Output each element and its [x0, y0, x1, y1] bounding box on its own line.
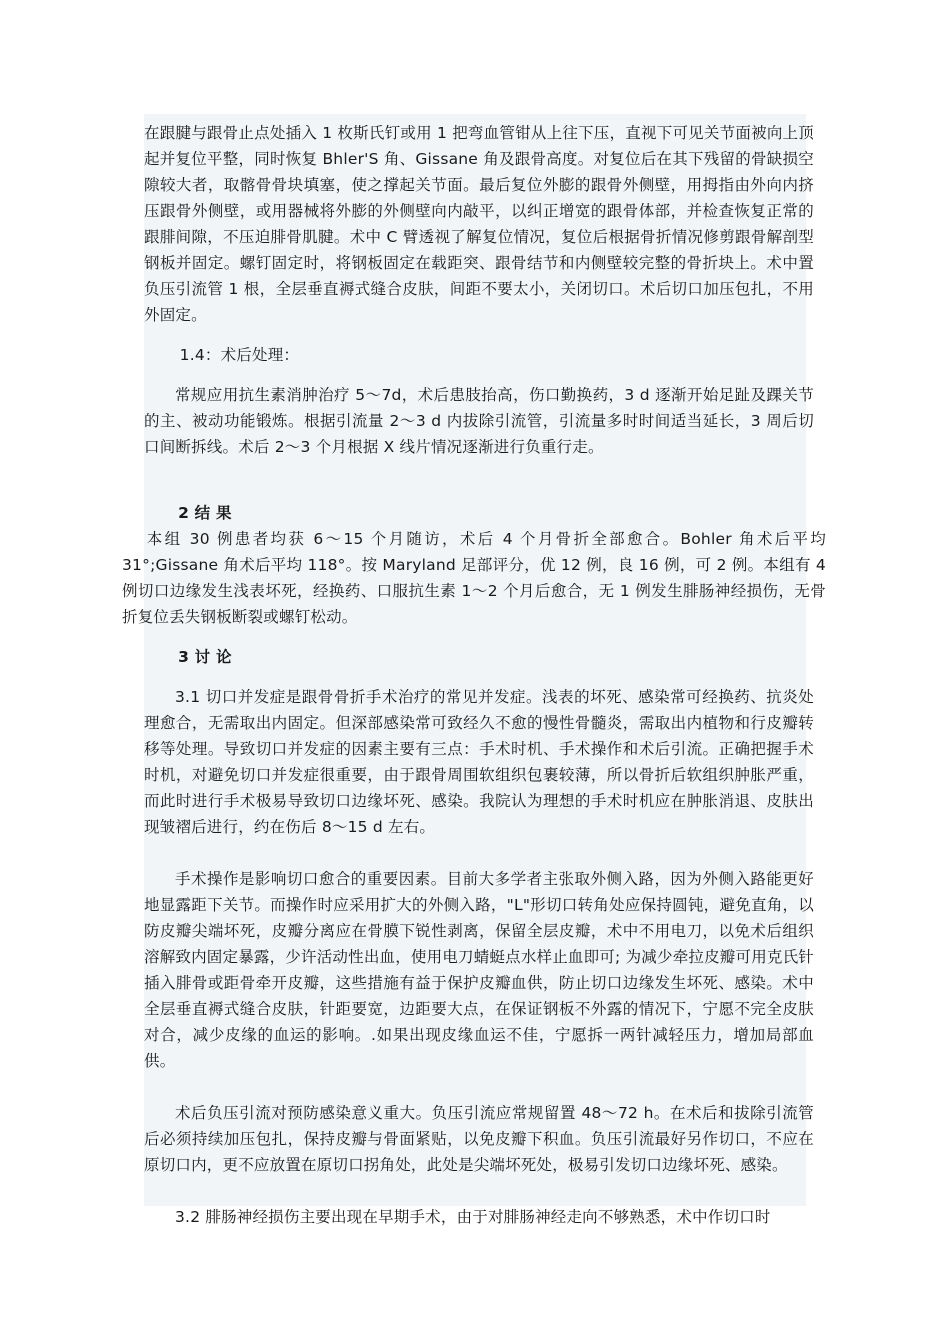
paragraph-postop-care: 常规应用抗生素消肿治疗 5～7d，术后患肢抬高，伤口勤换药，3 d 逐渐开始足趾及踝关节的主、被动功能锻炼。根据引流量 2～3 d 内拔除引流管，引流量多时时间适当延长，3 周后切口间断拆线。术后 2～3 个月根据 X 线片情况逐渐进行负重行走。 — [144, 386, 814, 456]
paragraph-surgery-procedure: 在跟腱与跟骨止点处插入 1 枚斯氏钉或用 1 把弯血管钳从上往下压，直视下可见关节面被向上顶起并复位平整，同时恢复 Bhler'S 角、Gissane 角及跟骨高度。对复位后在其下残留的骨缺损空隙较大者，取髂骨骨块填塞，使之撑起关节面。最后复位外膨的跟骨外侧壁，用拇指由外向内挤压跟骨外侧壁，或用器械将外膨的外侧壁向内敲平，以纠正增宽的跟骨体部，并检查恢复正常的跟腓间隙，不压迫腓骨肌腱。术中 C 臂透视了解复位情况，复位后根据骨折情况修剪跟骨解剖型钢板并固定。螺钉固定时，将钢板固定在载距突、跟骨结节和内侧壁较完整的骨折块上。术中置负压引流管 1 根，全层垂直褥式缝合皮肤，间距不要太小，关闭切口。术后切口加压包扎，不用外固定。 — [144, 124, 814, 324]
paragraph-drainage: 术后负压引流对预防感染意义重大。负压引流应常规留置 48～72 h。在术后和拔除引流管后必须持续加压包扎，保持皮瓣与骨面紧贴，以免皮瓣下积血。负压引流最好另作切口，不应在原切口内，更不应放置在原切口拐角处，此处是尖端坏死处，极易引发切口边缘坏死、感染。 — [144, 1104, 814, 1174]
paragraph-discussion-3-2: 3.2 腓肠神经损伤主要出现在早期手术，由于对腓肠神经走向不够熟悉，术中作切口时 — [175, 1208, 771, 1226]
section-heading-postop: 1.4：术后处理： — [179, 346, 300, 364]
paragraph-surgical-technique: 手术操作是影响切口愈合的重要因素。目前大多学者主张取外侧入路，因为外侧入路能更好地显露距下关节。而操作时应采用扩大的外侧入路，"L"形切口转角处应保持圆钝，避免直角，以防皮瓣尖端坏死，皮瓣分离应在骨膜下锐性剥离，保留全层皮瓣，术中不用电刀，以免术后组织溶解致内固定暴露，少许活动性出血，使用电刀蜻蜓点水样止血即可; 为减少牵拉皮瓣可用克氏针插入腓骨或距骨牵开皮瓣，这些措施有益于保护皮瓣血供，防止切口边缘发生坏死、感染。术中全层垂直褥式缝合皮肤，针距要宽，边距要大点，在保证钢板不外露的情况下，宁愿不完全皮肤对合，减少皮缘的血运的影响。.如果出现皮缘血运不佳，宁愿拆一两针减轻压力，增加局部血供。 — [144, 870, 814, 1070]
article-body — [122, 120, 826, 1230]
paragraph-results: 本组 30 例患者均获 6～15 个月随访，术后 4 个月骨折全部愈合。Bohler 角术后平均 31°;Gissane 角术后平均 118°。按 Maryland 足部评分，优 12 例，良 16 例，可 2 例。本组有 4 例切口边缘发生浅表坏死，经换药、口服抗生素 1～2 个月后愈合，无 1 例发生腓肠神经损伤，无骨折复位丢失钢板断裂或螺钉松动。 — [122, 530, 826, 626]
section-heading-discussion: 3 讨 论 — [178, 648, 232, 666]
paragraph-discussion-3-1: 3.1 切口并发症是跟骨骨折手术治疗的常见并发症。浅表的坏死、感染常可经换药、抗炎处理愈合，无需取出内固定。但深部感染常可致经久不愈的慢性骨髓炎，需取出内植物和行皮瓣转移等处理。导致切口并发症的因素主要有三点：手术时机、手术操作和术后引流。正确把握手术时机，对避免切口并发症很重要，由于跟骨周围软组织包裹较薄，所以骨折后软组织肿胀严重，而此时进行手术极易导致切口边缘坏死、感染。我院认为理想的手术时机应在肿胀消退、皮肤出现皱褶后进行，约在伤后 8～15 d 左右。 — [144, 688, 814, 836]
section-heading-results: 2 结 果 — [178, 504, 232, 522]
